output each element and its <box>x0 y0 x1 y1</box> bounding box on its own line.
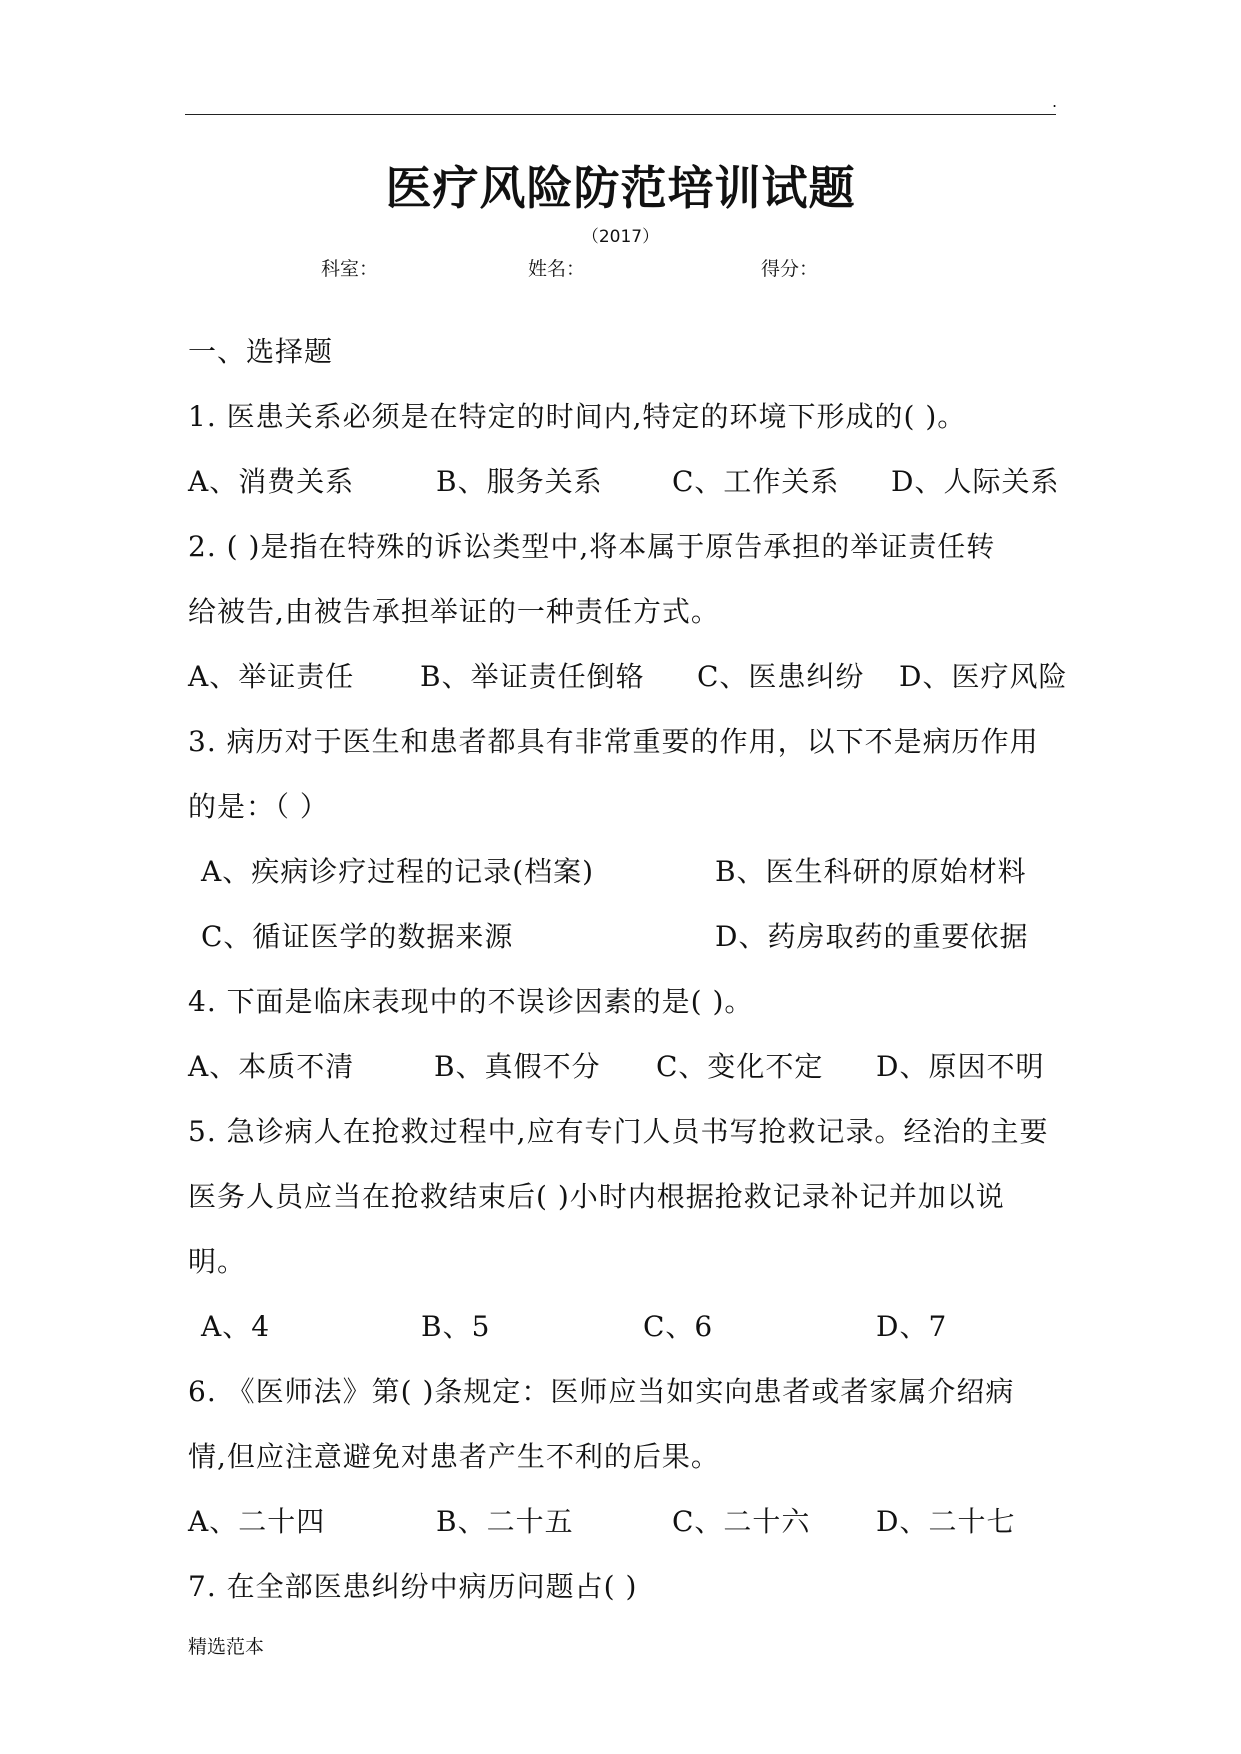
question-3-option-d: D、药房取药的重要依据 <box>715 920 1029 953</box>
page-title: 医疗风险防范培训试题 <box>385 161 856 215</box>
question-6-option-b: B、二十五 <box>436 1505 574 1538</box>
question-4-option-a: A、本质不清 <box>188 1050 355 1083</box>
question-5-text-cont: 医务人员应当在抢救结束后( )小时内根据抢救记录补记并加以说 <box>188 1180 1005 1213</box>
score-field-label: 得分： <box>761 258 819 280</box>
question-3-option-c: C、循证医学的数据来源 <box>201 920 514 953</box>
question-4-option-c: C、变化不定 <box>656 1050 824 1083</box>
question-4-option-d: D、原因不明 <box>876 1050 1045 1083</box>
question-3-option-a: A、疾病诊疗过程的记录(档案) <box>201 855 595 888</box>
question-6-option-d: D、二十七 <box>876 1505 1016 1538</box>
question-3-text: 3. 病历对于医生和患者都具有非常重要的作用，以下不是病历作用 <box>188 725 1039 758</box>
question-6-text-cont: 情,但应注意避免对患者产生不利的后果。 <box>188 1440 720 1473</box>
question-2-option-a: A、举证责任 <box>188 660 355 693</box>
question-5-option-b: B、5 <box>421 1310 491 1343</box>
question-7-text: 7. 在全部医患纠纷中病历问题占( ) <box>188 1570 638 1603</box>
question-5-option-c: C、6 <box>643 1310 714 1343</box>
question-4-option-b: B、真假不分 <box>434 1050 601 1083</box>
department-field-label: 科室： <box>321 258 379 280</box>
question-5-text-cont-2: 明。 <box>188 1245 247 1278</box>
question-6-option-c: C、二十六 <box>672 1505 811 1538</box>
question-3-option-b: B、医生科研的原始材料 <box>715 855 1027 888</box>
question-5-text: 5. 急诊病人在抢救过程中,应有专门人员书写抢救记录。经治的主要 <box>188 1115 1049 1148</box>
question-1-option-b: B、服务关系 <box>436 465 603 498</box>
question-2-text-cont: 给被告,由被告承担举证的一种责任方式。 <box>188 595 720 628</box>
question-2-option-c: C、医患纠纷 <box>697 660 865 693</box>
question-5-option-d: D、7 <box>876 1310 948 1343</box>
question-2-text: 2. ( )是指在特殊的诉讼类型中,将本属于原告承担的举证责任转 <box>188 530 996 563</box>
question-6-option-a: A、二十四 <box>188 1505 326 1538</box>
header-rule <box>185 114 1056 115</box>
question-1-option-a: A、消费关系 <box>188 465 355 498</box>
question-6-text: 6. 《医师法》第( )条规定：医师应当如实向患者或者家属介绍病 <box>188 1375 1015 1408</box>
question-4-text: 4. 下面是临床表现中的不误诊因素的是( )。 <box>188 985 754 1018</box>
question-5-option-a: A、4 <box>201 1310 271 1343</box>
header-mark: . <box>1052 92 1058 111</box>
page-footer: 精选范本 <box>188 1636 265 1658</box>
question-2-option-d: D、医疗风险 <box>899 660 1068 693</box>
question-1-option-d: D、人际关系 <box>891 465 1060 498</box>
question-1-text: 1. 医患关系必须是在特定的时间内,特定的环境下形成的( )。 <box>188 400 967 433</box>
section-heading: 一、选择题 <box>188 335 334 368</box>
question-1-option-c: C、工作关系 <box>672 465 840 498</box>
question-2-option-b: B、举证责任倒辂 <box>420 660 645 693</box>
exam-year: （2017） <box>581 227 660 247</box>
name-field-label: 姓名： <box>528 258 586 280</box>
question-3-text-cont: 的是：（ ） <box>188 790 329 823</box>
